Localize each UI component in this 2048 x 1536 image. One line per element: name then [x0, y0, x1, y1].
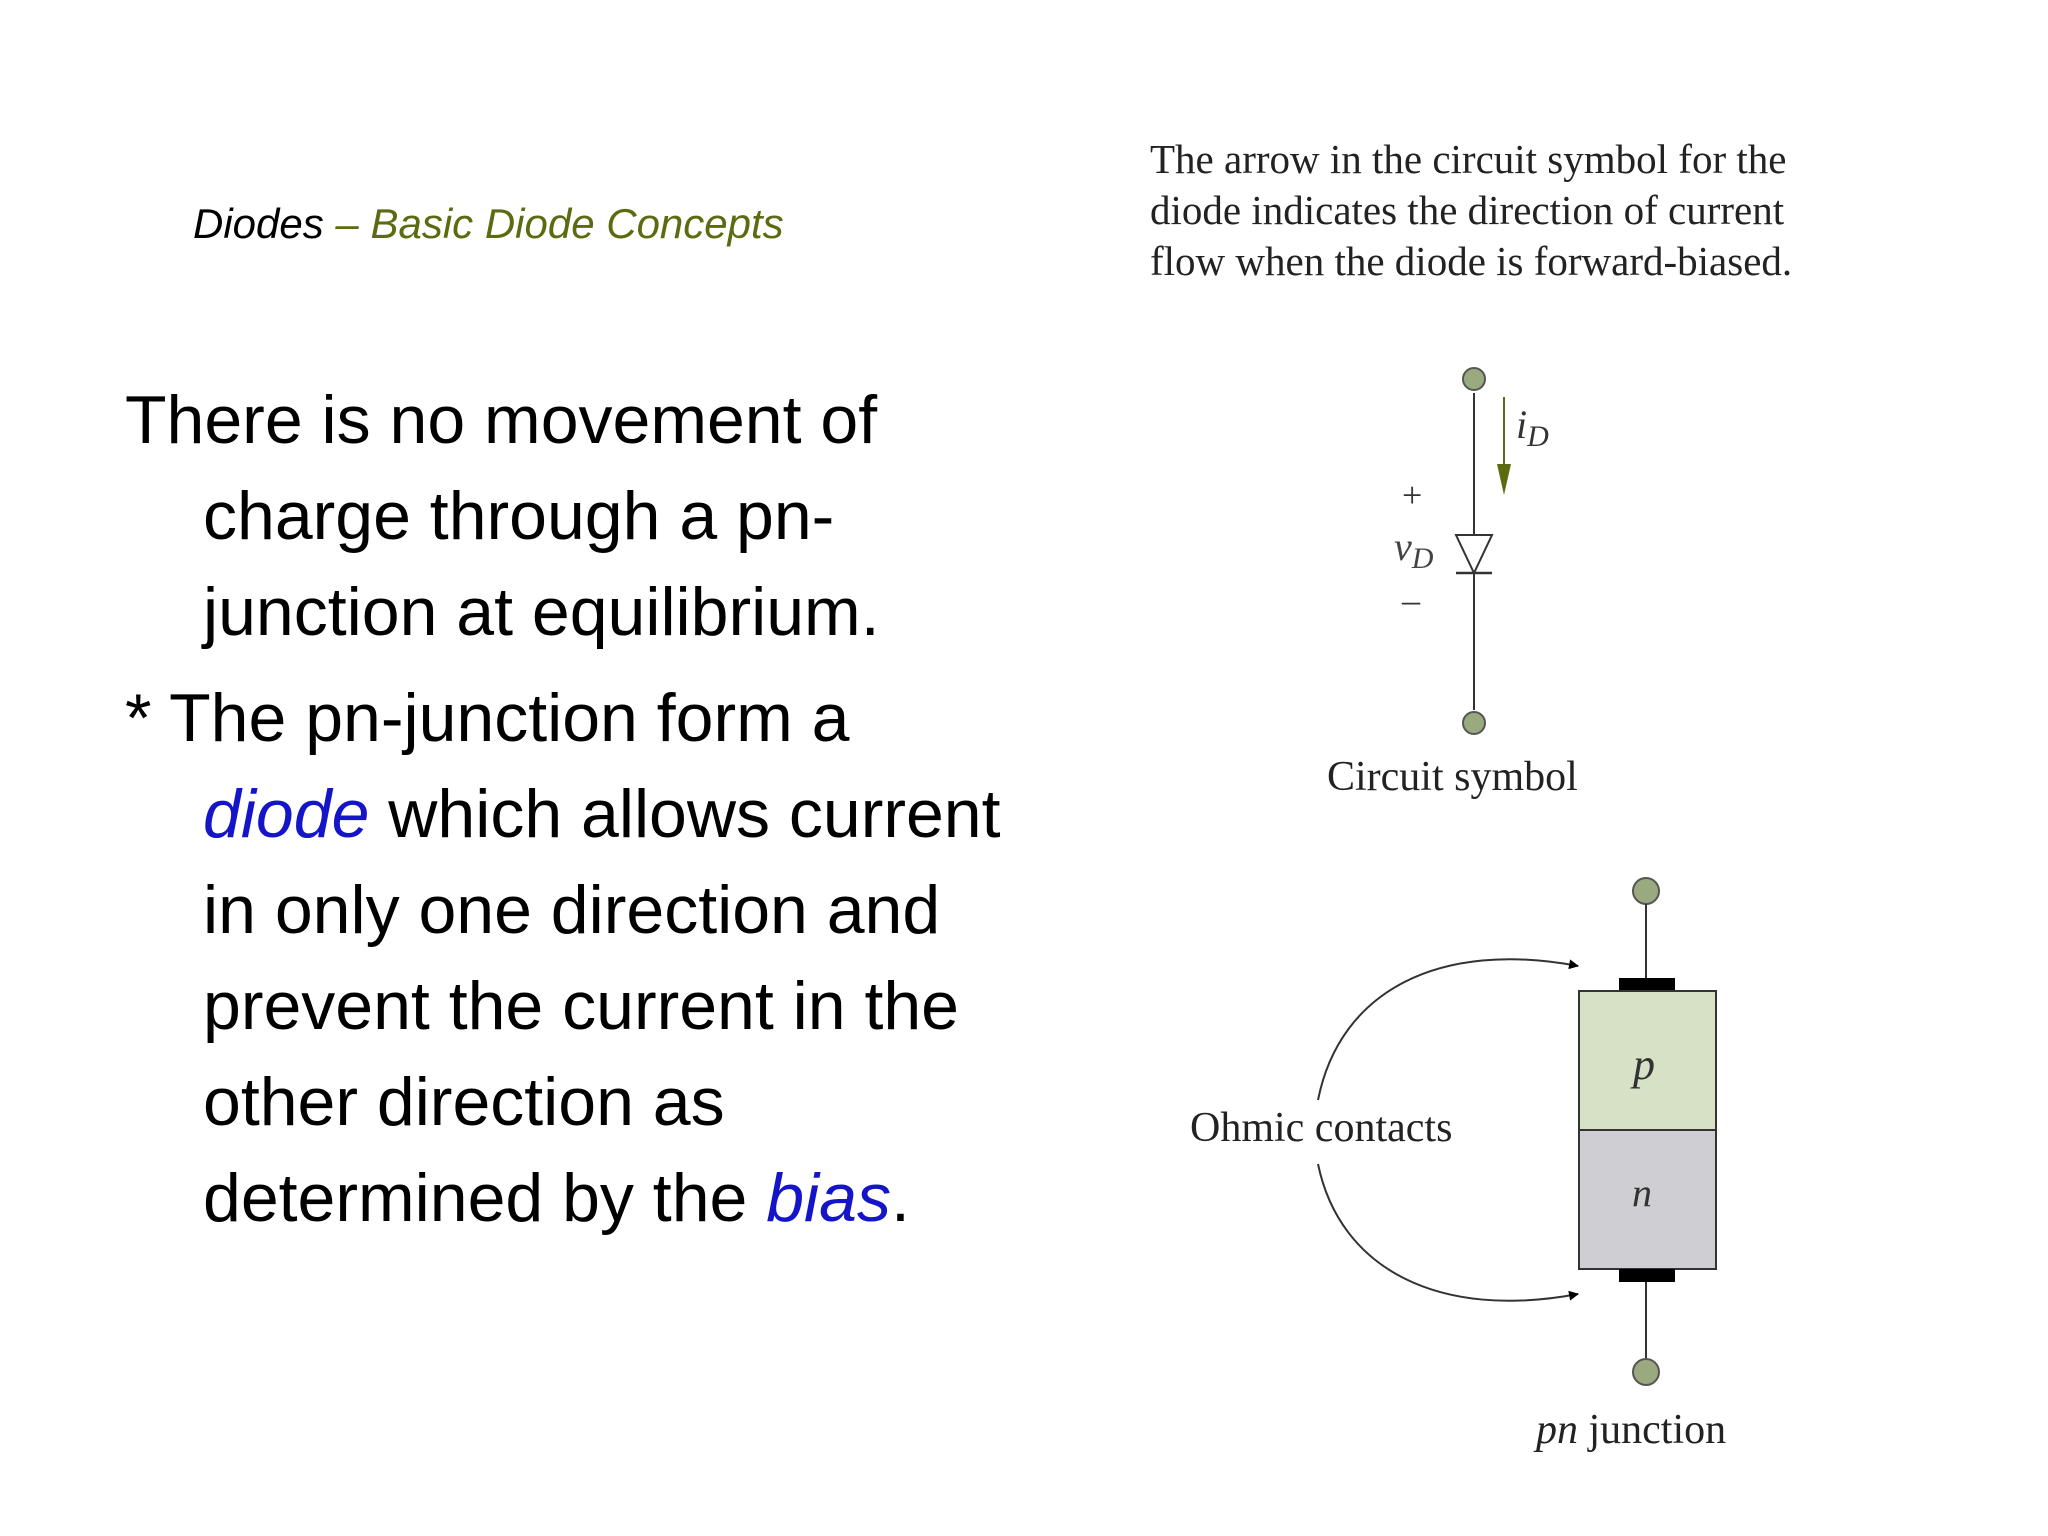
voltage-label: $v_D$	[1394, 524, 1434, 575]
ohmic-contact-top	[1619, 978, 1675, 991]
figure-caption: The arrow in the circuit symbol for the diode indicates the direction of current flow when the diode is forward-biased.	[1150, 136, 1793, 284]
paragraph-equilibrium: There is no movement of charge through a pn-junction at equilibrium.	[125, 382, 880, 650]
header-separator: –	[323, 200, 371, 247]
current-label: $i_D$	[1516, 402, 1549, 453]
pn-junction-diagram	[1190, 878, 1726, 1453]
p-region-label: p	[1633, 1040, 1655, 1089]
ohmic-arrow-top	[1318, 959, 1578, 1100]
minus-sign: –	[1402, 580, 1420, 620]
pn-terminal-top	[1633, 878, 1659, 904]
header-subtitle: Basic Diode Concepts	[370, 200, 784, 247]
n-region-label: n	[1632, 1170, 1652, 1215]
pn-junction-label: pn junction	[1536, 1407, 1727, 1453]
circuit-symbol	[1327, 368, 1578, 800]
ohmic-arrow-bottom	[1318, 1164, 1578, 1301]
circuit-symbol-label: Circuit symbol	[1327, 754, 1578, 800]
pn-terminal-bottom	[1633, 1359, 1659, 1385]
current-arrow-head	[1497, 464, 1511, 495]
plus-sign: +	[1402, 475, 1423, 515]
circuit-terminal-top	[1463, 368, 1485, 390]
ohmic-contacts-label: Ohmic contacts	[1190, 1105, 1453, 1151]
diode-highlight: diode	[203, 776, 370, 852]
para2-text-1: * The pn-junction form a	[125, 680, 850, 756]
bias-highlight: bias	[766, 1160, 891, 1236]
para2-text-3: .	[890, 1160, 910, 1236]
ohmic-contact-bottom	[1619, 1269, 1675, 1282]
diode-triangle	[1456, 535, 1492, 573]
circuit-terminal-bottom	[1463, 712, 1485, 734]
para2-text-2: which allows current in only one direction and prevent the current in the other direction as determined by the	[203, 776, 1001, 1236]
header-prefix: Diodes	[193, 200, 324, 247]
